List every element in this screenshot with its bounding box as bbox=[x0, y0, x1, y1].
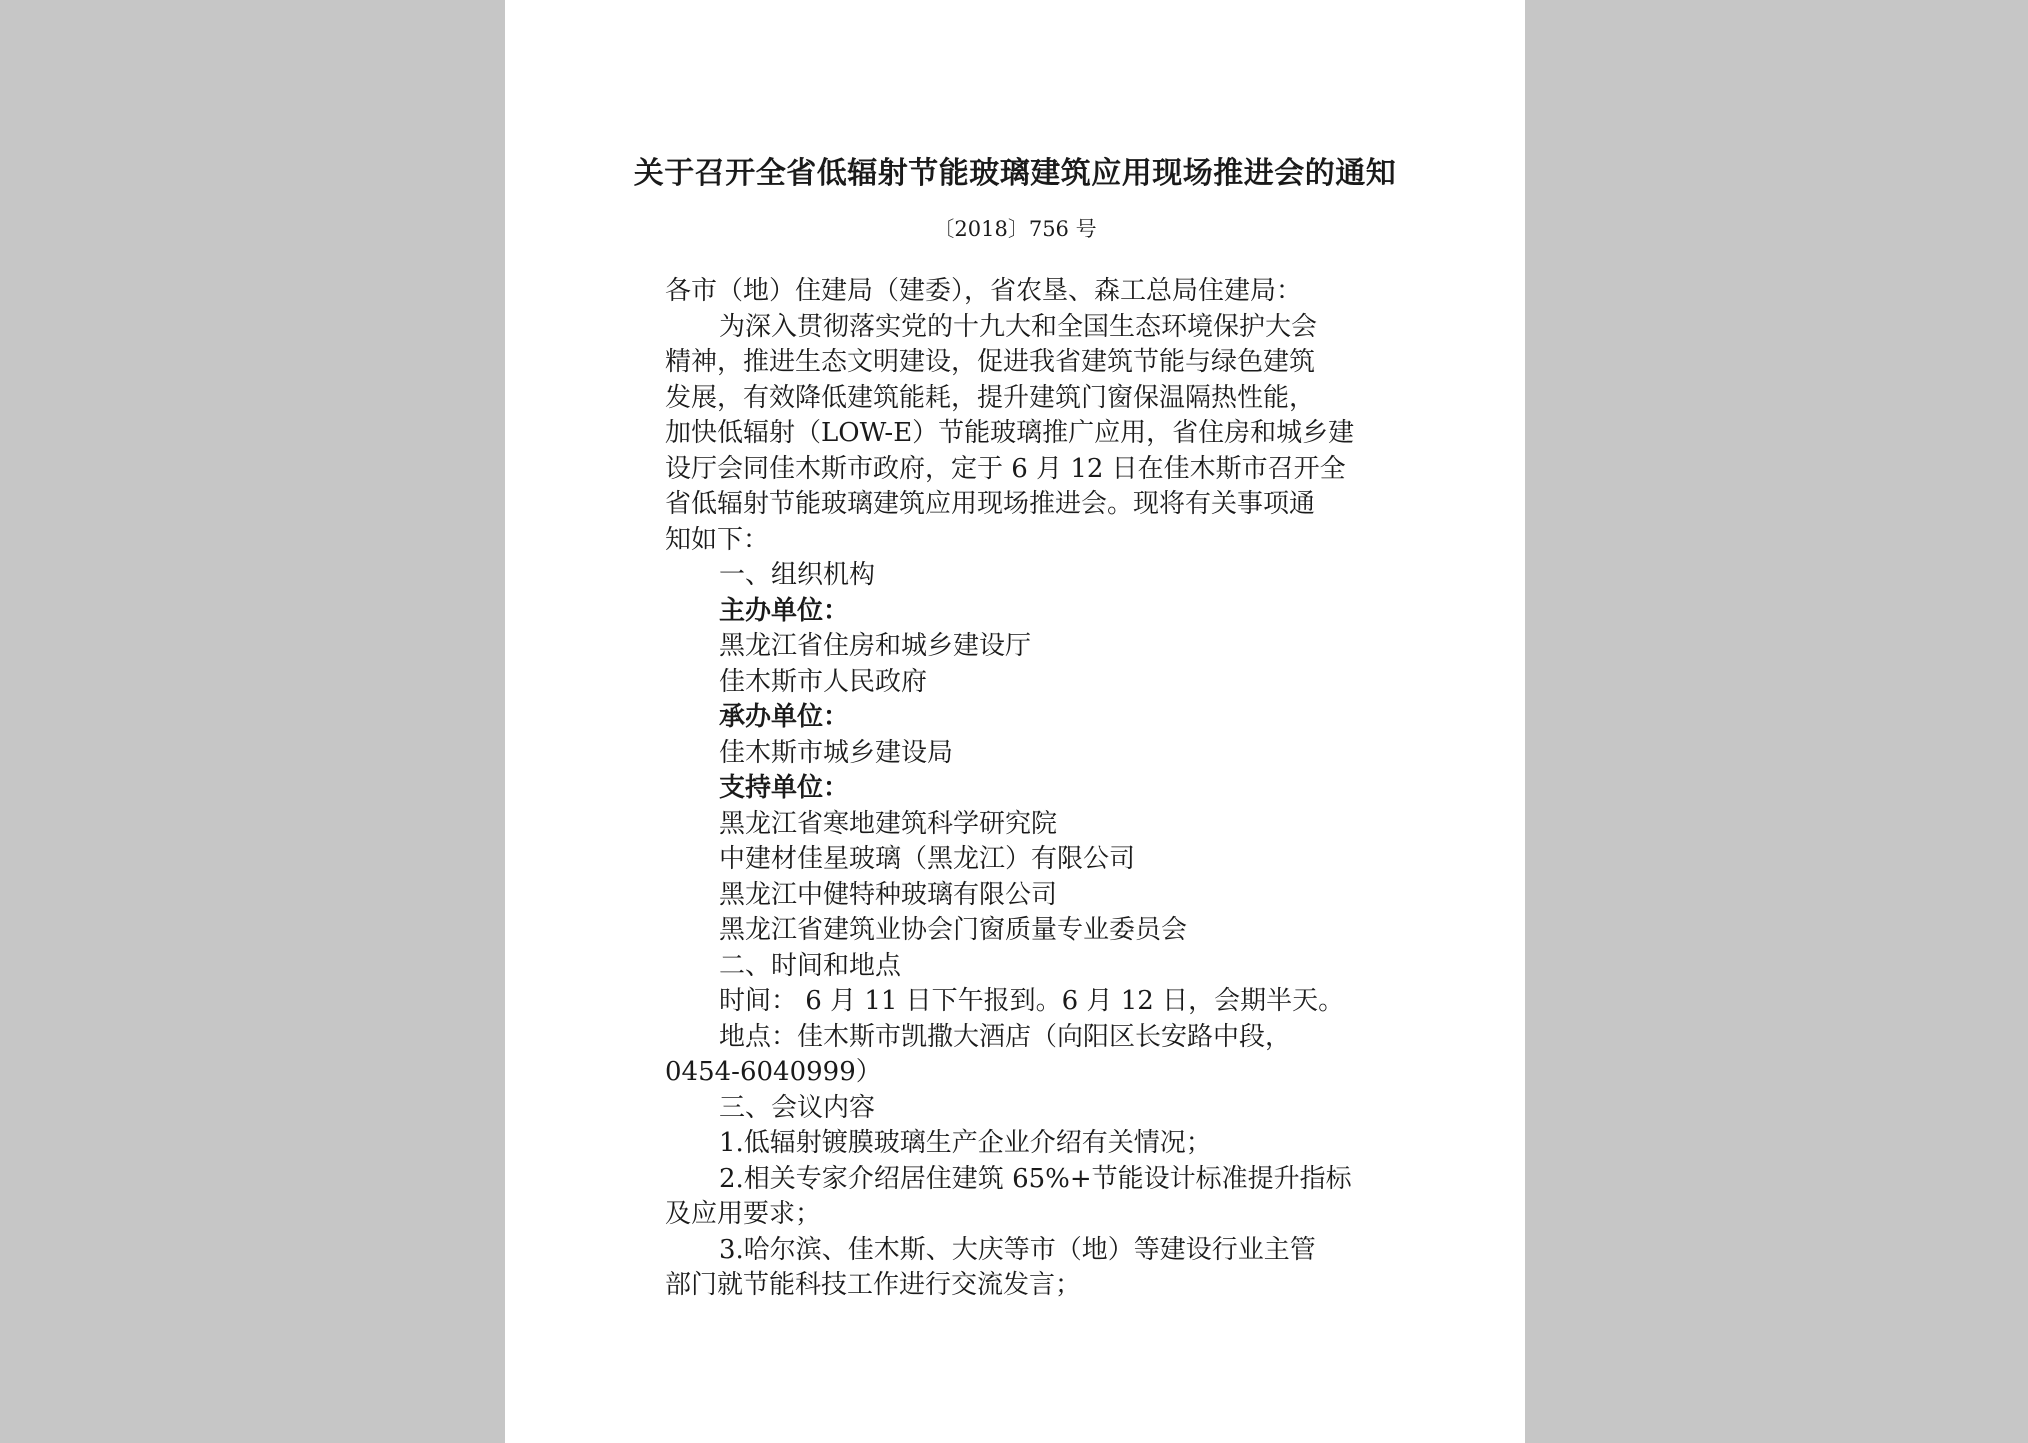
body-line: 中建材佳星玻璃（黑龙江）有限公司 bbox=[719, 844, 1136, 874]
body-line: 设厅会同佳木斯市政府，定于 6 月 12 日在佳木斯市召开全 bbox=[665, 453, 1346, 484]
body-line: 及应用要求； bbox=[665, 1199, 822, 1229]
body-line: 1.低辐射镀膜玻璃生产企业介绍有关情况； bbox=[719, 1128, 1212, 1158]
body-line: 时间： 6 月 11 日下午报到。6 月 12 日，会期半天。 bbox=[719, 986, 1345, 1016]
body-line: 黑龙江省住房和城乡建设厅 bbox=[719, 631, 1032, 661]
body-line: 3.哈尔滨、佳木斯、大庆等市（地）等建设行业主管 bbox=[719, 1234, 1316, 1265]
body-line: 地点：佳木斯市凯撒大酒店（向阳区长安路中段， bbox=[719, 1021, 1292, 1052]
body-line: 佳木斯市人民政府 bbox=[719, 666, 928, 697]
body-line: 佳木斯市城乡建设局 bbox=[719, 737, 954, 768]
body-line: 加快低辐射（LOW-E）节能玻璃推广应用，省住房和城乡建 bbox=[665, 418, 1355, 448]
body-line: 部门就节能科技工作进行交流发言； bbox=[665, 1270, 1082, 1300]
document-body bbox=[665, 274, 1385, 1304]
body-line: 黑龙江中健特种玻璃有限公司 bbox=[719, 879, 1058, 910]
body-line: 一、组织机构 bbox=[719, 560, 876, 590]
body-line: 发展，有效降低建筑能耗，提升建筑门窗保温隔热性能， bbox=[665, 382, 1316, 413]
body-line: 精神，推进生态文明建设，促进我省建筑节能与绿色建筑 bbox=[665, 347, 1316, 377]
body-line: 各市（地）住建局（建委），省农垦、森工总局住建局： bbox=[665, 276, 1303, 306]
body-line: 承办单位： bbox=[719, 702, 850, 732]
document-page bbox=[505, 0, 1525, 1443]
body-line: 为深入贯彻落实党的十九大和全国生态环境保护大会 bbox=[719, 311, 1318, 342]
body-line: 黑龙江省寒地建筑科学研究院 bbox=[719, 808, 1058, 839]
body-line: 省低辐射节能玻璃建筑应用现场推进会。现将有关事项通 bbox=[665, 489, 1316, 519]
document-number: 〔2018〕756 号 bbox=[933, 217, 1097, 241]
body-line: 2.相关专家介绍居住建筑 65%+节能设计标准提升指标 bbox=[719, 1163, 1352, 1194]
body-line: 三、会议内容 bbox=[719, 1092, 876, 1123]
body-line: 支持单位： bbox=[719, 773, 850, 803]
body-line: 主办单位： bbox=[719, 595, 850, 626]
body-line: 二、时间和地点 bbox=[719, 950, 902, 981]
body-line: 黑龙江省建筑业协会门窗质量专业委员会 bbox=[719, 915, 1188, 945]
body-line: 知如下： bbox=[665, 524, 770, 555]
document-title: 关于召开全省低辐射节能玻璃建筑应用现场推进会的通知 bbox=[633, 156, 1397, 191]
body-line: 0454-6040999） bbox=[665, 1057, 882, 1087]
